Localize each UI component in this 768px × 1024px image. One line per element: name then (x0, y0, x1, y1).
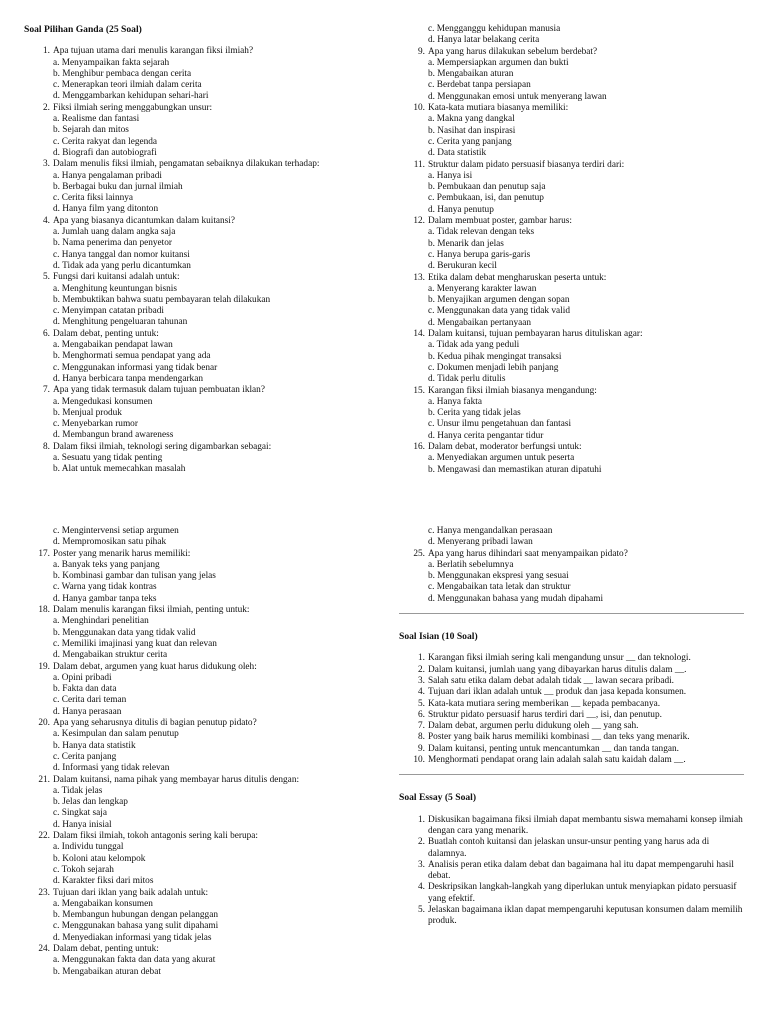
question-number: 4. (43, 215, 50, 226)
option-text: c. Singkat saja (53, 808, 107, 819)
item-text: Poster yang baik harus memiliki kombinasi __ dan teks yang menarik. (428, 732, 690, 743)
question (399, 549, 744, 560)
option-text: d. Tidak ada yang perlu dicantumkan (53, 260, 191, 271)
carry-options (24, 526, 369, 549)
option-text: b. Berbagai buku dan jurnal ilmiah (53, 181, 183, 192)
question (24, 329, 369, 340)
item-text: Buatlah contoh kuitansi dan jelaskan unsur-unsur penting yang harus ada di dalamnya. (428, 837, 710, 859)
option-text: d. Data statistik (428, 148, 487, 159)
option-text: b. Menghibur pembaca dengan cerita (53, 68, 192, 79)
option-text: d. Berukuran kecil (428, 261, 497, 272)
option-text: c. Menyimpan catatan pribadi (53, 306, 165, 317)
option-text: b. Nasihat dan inspirasi (428, 125, 516, 136)
option-text: d. Hanya penutup (428, 204, 494, 215)
item-number: 8. (418, 732, 425, 743)
option-text: c. Menggunakan bahasa yang sulit dipahami (53, 921, 219, 932)
item-number: 4. (418, 882, 425, 893)
option-text: a. Banyak teks yang panjang (53, 559, 160, 570)
question-number: 18. (38, 605, 50, 616)
option-text: a. Menyediakan argumen untuk peserta (428, 453, 575, 464)
option-text: c. Menggunakan informasi yang tidak benar (53, 362, 218, 373)
question-number: 5. (43, 272, 50, 283)
question-text: Dalam kuitansi, tujuan pembayaran harus dituliskan agar: (428, 329, 643, 340)
item-text: Analisis peran etika dalam debat dan bagaimana hal itu dapat mempengaruhi hasil debat. (428, 859, 734, 882)
option-text: b. Menggunakan data yang tidak valid (53, 627, 196, 638)
option-text: a. Jumlah uang dalam angka saja (53, 227, 176, 238)
item-number: 1. (418, 653, 425, 664)
question-number: 24. (38, 943, 50, 954)
list-item (399, 687, 744, 698)
question (24, 272, 369, 283)
item-text: Salah satu etika dalam debat adalah tidak __ lawan secara pribadi. (428, 675, 675, 686)
question (24, 103, 369, 114)
option-text: c. Cerita dari teman (53, 695, 127, 706)
item-text: Dalam debat, argumen perlu didukung oleh __ yang sah. (428, 721, 639, 732)
question-number: 10. (413, 103, 425, 114)
carry-options (399, 24, 744, 47)
question (399, 386, 744, 397)
list-item (399, 744, 744, 755)
option-text: a. Mengabaikan konsumen (53, 898, 153, 909)
question (399, 216, 744, 227)
option-text: b. Sejarah dan mitos (53, 125, 129, 136)
question-text: Dalam fiksi ilmiah, tokoh antagonis sering kali berupa: (53, 831, 259, 842)
question-number: 20. (38, 718, 50, 729)
question (24, 775, 369, 786)
question (24, 944, 369, 955)
item-number: 4. (418, 687, 425, 698)
option-text: c. Hanya berupa garis-garis (428, 249, 531, 260)
option-text: d. Hanya inisial (53, 819, 112, 830)
item-text: Diskusikan bagaimana fiksi ilmiah dapat membantu siswa memahami konsep ilmiah dengan cara yang menarik. (428, 814, 743, 836)
essay-title: Soal Essay (5 Soal) (399, 792, 477, 804)
list-item (399, 732, 744, 743)
question-number: 22. (38, 831, 50, 842)
list-item (399, 653, 744, 664)
option-text: d. Informasi yang tidak relevan (53, 763, 170, 774)
question-number: 2. (43, 102, 50, 113)
question (24, 442, 369, 453)
question-text: Dalam fiksi ilmiah, teknologi sering digambarkan sebagai: (53, 441, 272, 452)
option-text: b. Jelas dan lengkap (53, 797, 128, 808)
option-text: c. Cerita rakyat dan legenda (53, 136, 158, 147)
option-text: b. Kedua pihak mengingat transaksi (428, 351, 562, 362)
list-item (399, 721, 744, 732)
question-number: 19. (38, 661, 50, 672)
question (399, 273, 744, 284)
option-text: a. Mempersiapkan argumen dan bukti (428, 57, 569, 68)
option-text: d. Menggunakan emosi untuk menyerang lawan (428, 91, 607, 102)
option-text: d. Mengabaikan struktur cerita (53, 650, 168, 661)
option-text: c. Memiliki imajinasi yang kuat dan relevan (53, 638, 217, 649)
option-text: d. Mengabaikan pertanyaan (428, 317, 531, 328)
option-text: b. Fakta dan data (53, 684, 117, 695)
question-text: Apa yang harus dihindari saat menyampaikan pidato? (428, 548, 628, 559)
question (24, 216, 369, 227)
page-title: Soal Pilihan Ganda (25 Soal) (24, 24, 142, 35)
option-text: d. Menyediakan informasi yang tidak jelas (53, 932, 212, 943)
question-text: Fiksi ilmiah sering menggabungkan unsur: (53, 102, 213, 113)
question-text: Etika dalam debat mengharuskan peserta untuk: (428, 272, 607, 283)
option-text: a. Hanya pengalaman pribadi (53, 170, 162, 181)
question-number: 1. (43, 46, 50, 57)
question-text: Apa yang seharusnya ditulis di bagian penutup pidato? (53, 718, 257, 729)
question-number: 15. (413, 385, 425, 396)
item-text: Kata-kata mutiara sering memberikan __ kepada pembacanya. (428, 698, 661, 709)
question-number: 14. (413, 329, 425, 340)
column-4 (399, 526, 744, 928)
option-text: c. Cerita fiksi lainnya (53, 193, 134, 204)
option-text: c. Tokoh sejarah (53, 864, 114, 875)
question-text: Dalam menulis fiksi ilmiah, pengamatan sebaiknya dilakukan terhadap: (53, 159, 320, 170)
question-text: Kata-kata mutiara biasanya memiliki: (428, 103, 569, 114)
option-text: d. Menghitung pengeluaran tahunan (53, 317, 188, 328)
option-text: c. Menggunakan data yang tidak valid (428, 306, 570, 317)
option-text: b. Menyajikan argumen dengan sopan (428, 295, 570, 306)
option-text: d. Hanya gambar tanpa teks (53, 593, 157, 604)
option-text: c. Unsur ilmu pengetahuan dan fantasi (428, 419, 572, 430)
option-text: a. Kesimpulan dan salam penutup (53, 729, 179, 740)
question-list (24, 46, 369, 475)
option-text: d. Menyerang pribadi lawan (428, 537, 533, 548)
option-text: b. Menjual produk (53, 407, 122, 418)
option-text: c. Mengintervensi setiap argumen (53, 526, 179, 536)
list-item (399, 699, 744, 710)
option-text: a. Berlatih sebelumnya (428, 559, 514, 570)
option-text: a. Realisme dan fantasi (53, 114, 140, 125)
option-text: d. Hanya latar belakang cerita (428, 35, 540, 46)
option-text: d. Mempromosikan satu pihak (53, 537, 167, 548)
question-text: Karangan fiksi ilmiah biasanya mengandung: (428, 385, 597, 396)
option-text: c. Pembukaan, isi, dan penutup (428, 193, 544, 204)
option-text: b. Pembukaan dan penutup saja (428, 182, 546, 193)
option-text: c. Mengabaikan tata letak dan struktur (428, 582, 571, 593)
isian-list (399, 653, 744, 766)
question (399, 329, 744, 340)
item-number: 5. (418, 905, 425, 916)
item-text: Karangan fiksi ilmiah sering kali mengandung unsur __ dan teknologi. (428, 653, 691, 664)
item-number: 2. (418, 837, 425, 848)
list-item (399, 755, 744, 766)
list-item (399, 860, 744, 883)
option-text: a. Tidak relevan dengan teks (428, 227, 535, 238)
question (24, 662, 369, 673)
item-number: 5. (418, 698, 425, 709)
question (24, 831, 369, 842)
question (24, 549, 369, 560)
option-text: b. Menarik dan jelas (428, 238, 504, 249)
option-text: b. Mengabaikan aturan (428, 69, 514, 80)
option-text: a. Menyerang karakter lawan (428, 283, 537, 294)
item-text: Jelaskan bagaimana iklan dapat mempengaruhi keputusan konsumen dalam memilih produk. (428, 905, 743, 927)
option-text: a. Mengedukasi konsumen (53, 396, 153, 407)
question-number: 23. (38, 887, 50, 898)
question (399, 442, 744, 453)
item-number: 3. (418, 859, 425, 870)
option-text: a. Makna yang dangkal (428, 114, 515, 125)
question-list (399, 549, 744, 605)
option-text: c. Cerita yang panjang (428, 136, 512, 147)
question-text: Fungsi dari kuitansi adalah untuk: (53, 272, 180, 283)
question-text: Apa yang biasanya dicantumkan dalam kuitansi? (53, 215, 236, 226)
item-text: Menghormati pendapat orang lain adalah salah satu kaidah dalam __. (428, 755, 686, 766)
item-number: 7. (418, 721, 425, 732)
question-number: 13. (413, 272, 425, 283)
list-item (399, 837, 744, 860)
option-text: c. Dokumen menjadi lebih panjang (428, 362, 559, 373)
option-text: a. Individu tunggal (53, 842, 124, 853)
option-text: b. Cerita yang tidak jelas (428, 408, 521, 419)
option-text: b. Nama penerima dan penyetor (53, 238, 173, 249)
question-number: 9. (418, 46, 425, 57)
question-number: 25. (413, 548, 425, 559)
option-text: d. Hanya cerita pengantar tidur (428, 430, 544, 441)
question-number: 6. (43, 328, 50, 339)
option-text: d. Menggunakan bahasa yang mudah dipahami (428, 593, 604, 604)
item-number: 3. (418, 675, 425, 686)
option-text: a. Tidak jelas (53, 785, 103, 796)
question (24, 46, 369, 57)
question-number: 12. (413, 216, 425, 227)
item-text: Struktur pidato persuasif harus terdiri dari __, isi, dan penutup. (428, 709, 662, 720)
question-number: 21. (38, 774, 50, 785)
question (399, 103, 744, 114)
list-item (399, 815, 744, 838)
option-text: c. Menyebarkan rumor (53, 419, 138, 430)
question-text: Apa tujuan utama dari menulis karangan fiksi ilmiah? (53, 46, 254, 57)
item-number: 2. (418, 664, 425, 675)
option-text: b. Mengawasi dan memastikan aturan dipatuhi (428, 464, 602, 475)
option-text: b. Membangun hubungan dengan pelanggan (53, 910, 218, 921)
option-text: d. Membangun brand awareness (53, 430, 174, 441)
item-number: 10. (413, 755, 425, 766)
option-text: a. Menyampaikan fakta sejarah (53, 57, 170, 68)
option-text: a. Sesuatu yang tidak penting (53, 452, 163, 463)
option-text: c. Mengganggu kehidupan manusia (428, 24, 561, 34)
option-text: a. Opini pribadi (53, 672, 112, 683)
essay-list (399, 815, 744, 928)
option-text: b. Membuktikan bahwa suatu pembayaran telah dilakukan (53, 294, 271, 305)
column-3 (24, 526, 369, 978)
list-item (399, 905, 744, 928)
question (399, 47, 744, 58)
option-text: d. Hanya perasaan (53, 706, 122, 717)
item-text: Tujuan dari iklan adalah untuk __ produk dan jasa kepada konsumen. (428, 687, 687, 698)
question-number: 7. (43, 385, 50, 396)
option-text: c. Hanya tanggal dan nomor kuitansi (53, 249, 190, 260)
question-text: Dalam debat, argumen yang kuat harus didukung oleh: (53, 661, 257, 672)
question-number: 8. (43, 441, 50, 452)
option-text: d. Hanya film yang ditonton (53, 204, 159, 215)
item-number: 1. (418, 814, 425, 825)
question-list (399, 47, 744, 476)
option-text: d. Karakter fiksi dari mitos (53, 876, 154, 887)
item-text: Dalam kuitansi, jumlah uang yang dibayarkan harus ditulis dalam __. (428, 664, 687, 675)
question-text: Poster yang menarik harus memiliki: (53, 548, 191, 559)
question (24, 888, 369, 899)
question-number: 16. (413, 441, 425, 452)
question (24, 385, 369, 396)
question-text: Tujuan dari iklan yang baik adalah untuk: (53, 887, 209, 898)
option-text: c. Cerita panjang (53, 751, 117, 762)
item-text: Dalam kuitansi, penting untuk mencantumkan __ dan tanda tangan. (428, 743, 679, 754)
column-1 (24, 24, 369, 476)
option-text: a. Tidak ada yang peduli (428, 340, 520, 351)
option-text: b. Mengabaikan aturan debat (53, 966, 161, 977)
item-number: 6. (418, 709, 425, 720)
option-text: a. Hanya isi (428, 170, 473, 181)
question-text: Dalam debat, moderator berfungsi untuk: (428, 441, 582, 452)
question-text: Dalam kuitansi, nama pihak yang membayar harus ditulis dengan: (53, 774, 300, 785)
option-text: a. Mengabaikan pendapat lawan (53, 340, 173, 351)
option-text: a. Hanya fakta (428, 396, 482, 407)
question-number: 17. (38, 548, 50, 559)
question (24, 605, 369, 616)
list-item (399, 676, 744, 687)
list-item (399, 710, 744, 721)
item-text: Deskripsikan langkah-langkah yang diperlukan untuk menyiapkan pidato persuasif yang efektif. (428, 882, 737, 904)
question-list (24, 549, 369, 978)
option-text: d. Hanya berbicara tanpa mendengarkan (53, 373, 203, 384)
question-number: 11. (413, 159, 425, 170)
question-text: Dalam membuat poster, gambar harus: (428, 216, 572, 227)
option-text: c. Hanya mengandalkan perasaan (428, 526, 553, 536)
list-item (399, 882, 744, 905)
question-text: Dalam menulis karangan fiksi ilmiah, penting untuk: (53, 605, 250, 616)
option-text: a. Menggunakan fakta dan data yang akurat (53, 955, 216, 966)
option-text: c. Berdebat tanpa persiapan (428, 80, 531, 91)
question-number: 3. (43, 159, 50, 170)
option-text: b. Koloni atau kelompok (53, 853, 146, 864)
question-text: Dalam debat, penting untuk: (53, 328, 159, 339)
option-text: c. Warna yang tidak kontras (53, 582, 157, 593)
option-text: d. Tidak perlu ditulis (428, 374, 506, 385)
question (24, 159, 369, 170)
option-text: d. Menggambarkan kehidupan sehari-hari (53, 91, 209, 102)
option-text: b. Alat untuk memecahkan masalah (53, 464, 186, 475)
option-text: b. Hanya data statistik (53, 740, 136, 751)
isian-title: Soal Isian (10 Soal) (399, 631, 478, 643)
item-number: 9. (418, 743, 425, 754)
option-text: c. Menerapkan teori ilmiah dalam cerita (53, 80, 202, 91)
column-2 (399, 24, 744, 476)
carry-options (399, 526, 744, 549)
option-text: a. Menghitung keuntungan bisnis (53, 283, 177, 294)
question (24, 718, 369, 729)
option-text: b. Menggunakan ekspresi yang sesuai (428, 571, 569, 582)
question-text: Struktur dalam pidato persuasif biasanya terdiri dari: (428, 159, 625, 170)
question-text: Apa yang harus dilakukan sebelum berdebat? (428, 46, 598, 57)
question-text: Apa yang tidak termasuk dalam tujuan pembuatan iklan? (53, 385, 265, 396)
list-item (399, 665, 744, 676)
option-text: b. Kombinasi gambar dan tulisan yang jelas (53, 571, 216, 582)
question-text: Dalam debat, penting untuk: (53, 943, 159, 954)
option-text: a. Menghindari penelitian (53, 616, 149, 627)
option-text: b. Menghormati semua pendapat yang ada (53, 351, 211, 362)
question (399, 160, 744, 171)
option-text: d. Biografi dan autobiografi (53, 147, 157, 158)
